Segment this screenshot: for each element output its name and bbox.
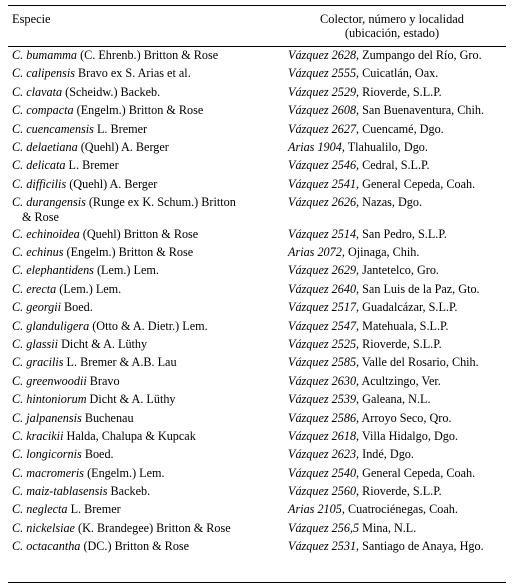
collector-cell — [288, 411, 508, 429]
collector-number: Vázquez 2540 — [288, 465, 357, 480]
collector-cell — [288, 355, 508, 373]
table-row — [8, 411, 508, 429]
locality: Mina, N.L. — [359, 520, 417, 535]
table-bottom-rule — [8, 582, 506, 583]
species-cell — [8, 227, 288, 245]
species-cell — [8, 392, 288, 410]
species-cell — [8, 502, 288, 520]
species-cell — [8, 447, 288, 465]
collector-number: Vázquez 2640 — [288, 281, 357, 296]
genus: C. — [12, 66, 24, 81]
author: (Quehl) Britton & Rose — [82, 226, 199, 241]
collector-number: Vázquez 2539 — [288, 392, 357, 407]
table-row — [8, 103, 508, 121]
table-row — [8, 245, 508, 263]
locality: , Santiago de Anaya, Hgo. — [356, 539, 484, 554]
collector-number: Vázquez 2627 — [288, 121, 357, 136]
species-cell — [8, 466, 288, 484]
genus: C. — [12, 502, 24, 517]
genus: C. — [12, 48, 24, 62]
epithet: nickelsiae — [26, 520, 75, 535]
locality: , Nazas, Dgo. — [356, 195, 423, 210]
author: Buchenau — [84, 410, 134, 425]
locality: , Rioverde, S.L.P. — [356, 84, 442, 99]
epithet: jalpanensis — [26, 410, 82, 425]
collector-cell — [288, 263, 508, 281]
table-row — [8, 195, 508, 227]
collector-number: Vázquez 2618 — [288, 428, 357, 443]
locality: , San Pedro, S.L.P. — [356, 226, 447, 241]
locality: , General Cepeda, Coah. — [356, 465, 476, 480]
locality: , Villa Hidalgo, Dgo. — [356, 428, 458, 443]
table-row — [8, 355, 508, 373]
genus: C. — [12, 318, 24, 333]
author: (Otto & A. Dietr.) Lem. — [92, 318, 208, 333]
collector-cell — [288, 85, 508, 103]
collector-number: Vázquez 2560 — [288, 484, 357, 499]
collector-cell — [288, 300, 508, 318]
table-row — [8, 521, 508, 539]
epithet: compacta — [26, 103, 74, 118]
genus: C. — [12, 158, 24, 173]
locality: Cuatrociénegas, Coah. — [344, 502, 458, 517]
genus: C. — [12, 355, 24, 370]
author: L. Bremer & A.B. Lau — [66, 355, 177, 370]
table-row — [8, 263, 508, 281]
collector-cell — [288, 374, 508, 392]
table-row — [8, 484, 508, 502]
genus: C. — [12, 465, 24, 480]
epithet: hintoniorum — [26, 392, 87, 407]
locality: , Zumpango del Río, Gro. — [356, 48, 482, 62]
table-row — [8, 447, 508, 465]
collector-cell — [288, 502, 508, 520]
collector-cell — [288, 66, 508, 84]
epithet: glanduligera — [26, 318, 90, 333]
table-row — [8, 392, 508, 410]
author: (Engelm.) Britton & Rose — [76, 103, 204, 118]
collector-cell — [288, 227, 508, 245]
author: Backeb. — [110, 484, 151, 499]
epithet: greenwoodii — [26, 373, 87, 388]
epithet: difficilis — [26, 176, 67, 191]
collector-cell — [288, 319, 508, 337]
species-cell — [8, 429, 288, 447]
author: Dicht & A. Lüthy — [61, 336, 148, 351]
genus: C. — [12, 539, 24, 554]
table-top-rule — [8, 5, 506, 6]
author: L. Bremer — [68, 158, 119, 173]
epithet: clavata — [26, 84, 63, 99]
header-collector — [282, 12, 502, 40]
table-row — [8, 282, 508, 300]
epithet: maiz-tablasensis — [26, 484, 108, 499]
header-species: Especie — [12, 12, 51, 26]
author: Bravo ex S. Arias et al. — [78, 66, 191, 81]
collector-number: Vázquez 2517 — [288, 300, 357, 315]
genus: C. — [12, 263, 24, 278]
collector-number: Vázquez 2585 — [288, 355, 357, 370]
collector-number: Vázquez 2531 — [288, 539, 357, 554]
genus: C. — [12, 300, 24, 315]
locality: , Jantetelco, Gro. — [356, 263, 439, 278]
epithet: macromeris — [26, 465, 85, 480]
collector-number: Arias 2105, — [288, 502, 345, 517]
epithet: glassii — [26, 336, 59, 351]
collector-number: Vázquez 2541 — [288, 176, 357, 191]
species-cell — [8, 484, 288, 502]
species-cell — [8, 122, 288, 140]
author: (K. Brandegee) Britton & Rose — [78, 520, 231, 535]
species-cell — [8, 103, 288, 121]
author: Dicht & A. Lüthy — [89, 392, 176, 407]
locality: , Acultzingo, Ver. — [356, 373, 441, 388]
author: L. Bremer — [70, 502, 121, 517]
table-row — [8, 502, 508, 520]
epithet: echinoidea — [26, 226, 80, 241]
locality: , Rioverde, S.L.P. — [356, 336, 442, 351]
collector-cell — [288, 521, 508, 539]
table-row — [8, 140, 508, 158]
species-cell — [8, 319, 288, 337]
collector-cell — [288, 282, 508, 300]
author: (DC.) Britton & Rose — [83, 539, 190, 554]
genus: C. — [12, 121, 24, 136]
table-row — [8, 122, 508, 140]
collector-cell — [288, 392, 508, 410]
collector-number: Vázquez 256,5 — [288, 520, 360, 535]
genus: C. — [12, 520, 24, 535]
genus: C. — [12, 195, 24, 210]
collector-cell — [288, 177, 508, 195]
species-cell — [8, 158, 288, 176]
genus: C. — [12, 484, 24, 499]
table-row — [8, 227, 508, 245]
genus: C. — [12, 281, 24, 296]
collector-number: Vázquez 2623 — [288, 447, 357, 462]
collector-cell — [288, 466, 508, 484]
locality: , Valle del Rosario, Chih. — [356, 355, 479, 370]
collector-number: Vázquez 2628 — [288, 48, 357, 62]
species-table-body — [8, 48, 508, 558]
epithet: calipensis — [26, 66, 75, 81]
species-cell — [8, 195, 288, 227]
locality: , Guadalcázar, S.L.P. — [356, 300, 458, 315]
species-cell — [8, 337, 288, 355]
epithet: bumamma — [26, 48, 78, 62]
collector-cell — [288, 245, 508, 263]
collector-number: Vázquez 2547 — [288, 318, 357, 333]
epithet: echinus — [26, 245, 64, 260]
collector-number: Vázquez 2529 — [288, 84, 357, 99]
author: (Lem.) Lem. — [59, 281, 122, 296]
author: (Scheidw.) Backeb. — [65, 84, 161, 99]
collector-cell — [288, 429, 508, 447]
table-row — [8, 300, 508, 318]
epithet: elephantidens — [26, 263, 94, 278]
species-cell — [8, 282, 288, 300]
author: Bravo — [89, 373, 120, 388]
collector-cell — [288, 337, 508, 355]
table-row — [8, 374, 508, 392]
table-row — [8, 48, 508, 66]
locality: , San Buenaventura, Chih. — [356, 103, 484, 118]
genus: C. — [12, 373, 24, 388]
author: (Runge ex K. Schum.) Britton — [88, 195, 236, 210]
locality: , Cuicatlán, Oax. — [356, 66, 439, 81]
collector-cell — [288, 158, 508, 176]
table-row — [8, 158, 508, 176]
species-cell — [8, 66, 288, 84]
genus: C. — [12, 447, 24, 462]
species-cell — [8, 263, 288, 281]
header-collector-line2: (ubicación, estado) — [344, 26, 440, 40]
epithet: gracilis — [26, 355, 64, 370]
table-row — [8, 466, 508, 484]
epithet: octacantha — [26, 539, 81, 554]
epithet: neglecta — [26, 502, 68, 517]
locality: , Cedral, S.L.P. — [356, 158, 430, 173]
header-rule — [8, 46, 506, 47]
species-cell — [8, 140, 288, 158]
epithet: cuencamensis — [26, 121, 94, 136]
genus: C. — [12, 336, 24, 351]
table-row — [8, 319, 508, 337]
collector-number: Vázquez 2525 — [288, 336, 357, 351]
locality: , Rioverde, S.L.P. — [356, 484, 442, 499]
genus: C. — [12, 245, 24, 260]
epithet: georgii — [26, 300, 61, 315]
author: Halda, Chalupa & Kupcak — [66, 428, 196, 443]
collector-cell — [288, 195, 508, 227]
species-cell — [8, 355, 288, 373]
locality: , Galeana, N.L. — [356, 392, 431, 407]
epithet: delicata — [26, 158, 66, 173]
collector-number: Vázquez 2514 — [288, 226, 357, 241]
genus: C. — [12, 84, 24, 99]
locality: , Indé, Dgo. — [356, 447, 414, 462]
epithet: longicornis — [26, 447, 82, 462]
species-table — [8, 48, 508, 558]
genus: C. — [12, 410, 24, 425]
author: (Lem.) Lem. — [96, 263, 159, 278]
collector-number: Vázquez 2586 — [288, 410, 357, 425]
table-row — [8, 85, 508, 103]
table-row — [8, 539, 508, 557]
collector-number: Vázquez 2626 — [288, 195, 357, 210]
collector-number: Arias 2072, — [288, 245, 345, 260]
collector-number: Vázquez 2629 — [288, 263, 357, 278]
species-cell — [8, 539, 288, 557]
collector-number: Vázquez 2630 — [288, 373, 357, 388]
locality: Tlahualilo, Dgo. — [344, 139, 428, 154]
collector-cell — [288, 103, 508, 121]
author: (C. Ehrenb.) Britton & Rose — [80, 48, 219, 62]
table-row — [8, 429, 508, 447]
genus: C. — [12, 139, 24, 154]
epithet: kracikii — [26, 428, 64, 443]
header-collector-line1: Colector, número y localidad — [319, 12, 465, 26]
genus: C. — [12, 392, 24, 407]
species-cell — [8, 411, 288, 429]
locality: , Arroyo Seco, Qro. — [356, 410, 452, 425]
locality: , Matehuala, S.L.P. — [356, 318, 449, 333]
genus: C. — [12, 103, 24, 118]
collector-cell — [288, 140, 508, 158]
collector-cell — [288, 122, 508, 140]
author: (Engelm.) Britton & Rose — [66, 245, 194, 260]
collector-cell — [288, 484, 508, 502]
table-row — [8, 337, 508, 355]
author: Boed. — [64, 300, 93, 315]
species-cell — [8, 374, 288, 392]
epithet: durangensis — [26, 195, 86, 210]
collector-number: Vázquez 2608 — [288, 103, 357, 118]
species-cell — [8, 177, 288, 195]
species-cell — [8, 85, 288, 103]
collector-cell — [288, 48, 508, 66]
table-row — [8, 177, 508, 195]
locality: , Cuencamé, Dgo. — [356, 121, 444, 136]
species-cell — [8, 48, 288, 66]
collector-cell — [288, 539, 508, 557]
locality: Ojinaga, Chih. — [344, 245, 420, 260]
species-cell — [8, 521, 288, 539]
author: (Quehl) A. Berger — [80, 139, 169, 154]
species-cell — [8, 245, 288, 263]
table-row — [8, 66, 508, 84]
author: L. Bremer — [96, 121, 148, 136]
collector-number: Vázquez 2555 — [288, 66, 357, 81]
collector-number: Vázquez 2546 — [288, 158, 357, 173]
locality: , General Cepeda, Coah. — [356, 176, 476, 191]
author-continued: & Rose — [22, 209, 59, 224]
author: Boed. — [84, 447, 114, 462]
epithet: erecta — [26, 281, 57, 296]
collector-cell — [288, 447, 508, 465]
author: (Engelm.) Lem. — [87, 465, 165, 480]
collector-number: Arias 1904, — [288, 139, 345, 154]
epithet: delaetiana — [26, 139, 78, 154]
locality: , San Luis de la Paz, Gto. — [356, 281, 480, 296]
genus: C. — [12, 428, 24, 443]
species-cell — [8, 300, 288, 318]
genus: C. — [12, 176, 24, 191]
genus: C. — [12, 226, 24, 241]
author: (Quehl) A. Berger — [69, 176, 158, 191]
